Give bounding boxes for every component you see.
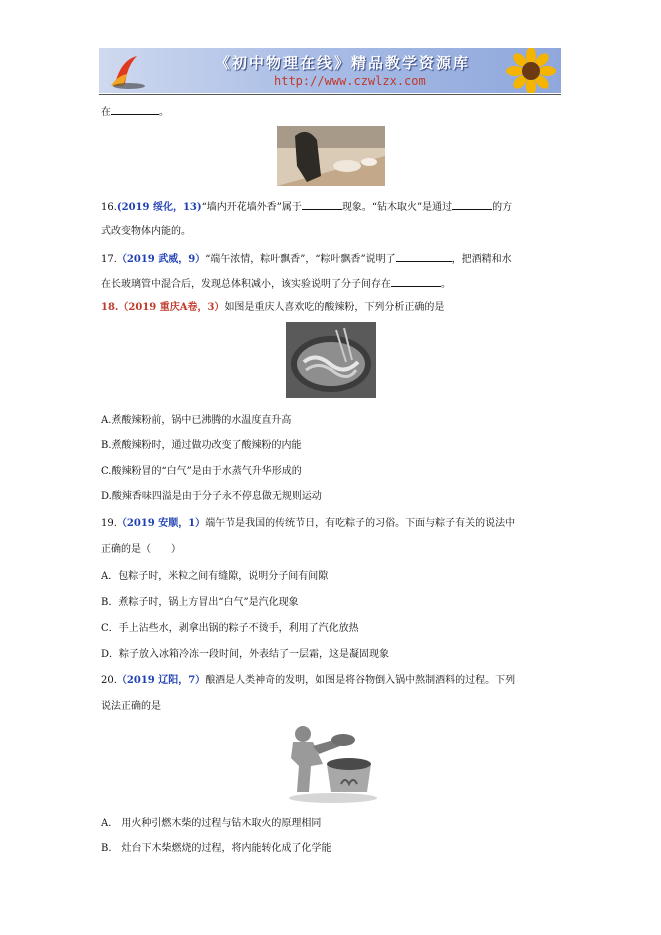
logo-icon	[107, 52, 147, 90]
q18-option-d: D.酸辣香味四溢是由于分子永不停息做无规则运动	[101, 491, 322, 502]
q19-option-c: C．手上沾些水，剥拿出锅的粽子不烫手，利用了汽化放热	[101, 623, 359, 634]
banner-title: 《初中物理在线》精品教学资源库	[215, 54, 471, 72]
question-19-line2: 正确的是（ ）	[101, 544, 181, 555]
question-20-line1: 20.（2019 辽阳，7）酿酒是人类神奇的发明，如图是将谷物倒入锅中熬制酒料的过程。下列	[101, 675, 516, 686]
question-19-line1: 19.（2019 安顺，1）端午节是我国的传统节日，有吃粽子的习俗。下面与粽子有关的说法中	[101, 518, 516, 529]
sunflower-icon	[501, 48, 561, 93]
photo-hot-sour-noodles	[286, 322, 376, 398]
question-16-line1: 16.(2019 绥化，13)“墙内开花墙外香”属于 现象。“钻木取火”是通过 的方	[101, 199, 512, 215]
question-16-line2: 式改变物体内能的。	[101, 226, 191, 237]
question-18-stem: 18.（2019 重庆A卷，3）如图是重庆人喜欢吃的酸辣粉，下列分析正确的是	[101, 302, 445, 313]
banner-rule	[99, 94, 561, 95]
q19-option-b: B．煮粽子时，锅上方冒出“白气”是汽化现象	[101, 597, 299, 608]
q18-option-c: C.酸辣粉冒的“白气”是由于水蒸气升华形成的	[101, 466, 302, 477]
q18-source: （2019 重庆A卷，3）	[118, 302, 225, 313]
q19-option-a: A．包粽子时，米粒之间有缝隙，说明分子间有间隙	[101, 571, 329, 582]
q20-option-b: B. 灶台下木柴燃烧的过程，将内能转化成了化学能	[101, 843, 332, 854]
q20-source: （2019 辽阳，7）	[116, 675, 206, 686]
photo-wall-flowers	[277, 126, 385, 186]
header-banner	[99, 48, 561, 93]
q19-option-d: D．粽子放入冰箱冷冻一段时间，外表结了一层霜，这是凝固现象	[101, 649, 390, 660]
question-17-line2: 在长玻璃管中混合后，发现总体积减小，该实验说明了分子间存在 。	[101, 276, 451, 292]
illustration-brewing-wine	[283, 718, 379, 804]
q16-source: (2019 绥化，13)	[116, 202, 202, 213]
q20-option-a: A. 用火种引燃木柴的过程与钻木取火的原理相同	[101, 818, 322, 829]
q18-option-b: B.煮酸辣粉时，通过做功改变了酸辣粉的内能	[101, 440, 302, 451]
q19-source: （2019 安顺，1）	[116, 518, 206, 529]
q17-source: （2019 武威，9）	[116, 254, 206, 265]
q18-option-a: A.煮酸辣粉前，锅中已沸腾的水温度直升高	[101, 415, 292, 426]
question-20-line2: 说法正确的是	[101, 701, 161, 712]
question-17-line1: 17.（2019 武威，9）“端午浓情，粽叶飘香”，“粽叶飘香”说明了 ，把酒精和水	[101, 251, 512, 267]
banner-url: http://www.czwlzx.com	[274, 74, 426, 88]
fragment-line: 在 。	[101, 104, 169, 120]
